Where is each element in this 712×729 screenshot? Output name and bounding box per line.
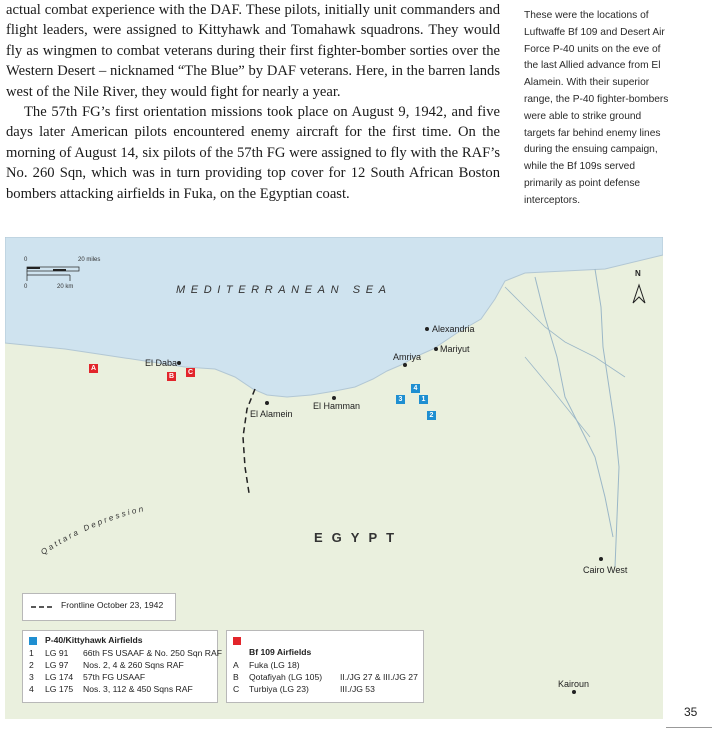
frontline — [243, 389, 255, 493]
frontline-legend — [22, 593, 176, 621]
alexandria-dot — [425, 327, 429, 331]
bf109-row-c-letter: C — [233, 684, 240, 694]
airfield-marker-b: B — [168, 373, 175, 380]
scale-zero-bottom: 0 — [24, 284, 28, 290]
map-caption: These were the locations of Luftwaffe Bf 109 and Desert Air Force P-40 units on the eve of the last Allied advance from El Alamein. With their superior range, the P-40 fighter-bombers were able to strike ground targets far behind enemy lines during the ensuing campaign, while the Bf 109s served primarily as point defense interceptors. — [524, 10, 669, 206]
p40-row-1-lg: LG 91 — [45, 648, 69, 658]
bf109-legend-title: Bf 109 Airfields — [249, 647, 312, 657]
north-arrow-icon — [633, 285, 645, 303]
p40-row-4-lg: LG 175 — [45, 684, 74, 694]
canal-line-2 — [525, 357, 590, 437]
body-text — [6, 0, 500, 204]
p40-legend-title: P-40/Kittyhawk Airfields — [45, 635, 143, 645]
airfield-marker-c: C — [187, 369, 194, 376]
map — [5, 237, 663, 719]
bf109-row-a-name: Fuka (LG 18) — [249, 660, 300, 670]
place-alexandria: Alexandria — [432, 324, 475, 334]
airfield-marker-2: 2 — [427, 411, 436, 420]
body-paragraph-2: The 57th FG’s first orientation missions took place on August 9, 1942, and five days later American pilots encountered enemy aircraft for the first time. On the morning of August 14, six pilots of the 57th FG were assigned to fly with the RAF’s No. 260 Sqn, which was in turn providing top cover for 12 South African Boston bombers attacking airfields in Fuka, on the Egyptian coast. — [6, 104, 500, 202]
scale-miles: 20 miles — [78, 257, 101, 263]
bf109-legend-swatch — [233, 637, 241, 645]
bf109-row-b-name: Qotafiyah (LG 105) — [249, 672, 323, 682]
bf109-row-c-name: Turbiya (LG 23) — [249, 684, 309, 694]
el-hamman-dot — [332, 396, 336, 400]
page-number: 35 — [684, 705, 698, 719]
p40-row-2-units: Nos. 2, 4 & 260 Sqns RAF — [83, 660, 184, 670]
place-el-daba: El Daba — [145, 358, 178, 368]
bf109-row-c-units: III./JG 53 — [340, 684, 375, 694]
p40-row-3-lg: LG 174 — [45, 672, 74, 682]
el-alamein-dot — [265, 401, 269, 405]
p40-row-1-units: 66th FS USAAF & No. 250 Sqn RAF — [83, 648, 222, 658]
frontline-legend-swatch — [31, 604, 55, 610]
north-label: N — [635, 269, 641, 278]
p40-row-3-num: 3 — [29, 672, 34, 682]
p40-row-1-num: 1 — [29, 648, 34, 658]
airfield-marker-4: 4 — [411, 384, 420, 393]
place-el-hamman: El Hamman — [313, 401, 361, 411]
airfield-marker-3: 3 — [396, 395, 405, 404]
p40-row-2-lg: LG 97 — [45, 660, 69, 670]
p40-row-2-num: 2 — [29, 660, 34, 670]
mediterranean-sea-area — [5, 237, 663, 397]
place-kairoun: Kairoun — [558, 679, 590, 689]
mariyut-dot — [434, 347, 438, 351]
el-daba-dot — [177, 361, 181, 365]
bf109-legend — [226, 630, 424, 703]
canal-line — [505, 287, 625, 377]
amriya-dot — [403, 363, 407, 367]
airfield-marker-a: A — [90, 365, 97, 372]
place-amriya: Amriya — [393, 352, 422, 362]
bf109-row-b-letter: B — [233, 672, 239, 682]
airfield-marker-1: 1 — [419, 395, 428, 404]
p40-row-4-num: 4 — [29, 684, 34, 694]
p40-row-3-units: 57th FG USAAF — [83, 672, 146, 682]
cairo-west-dot — [599, 557, 603, 561]
bf109-row-b-units: II./JG 27 & III./JG 27 — [340, 672, 418, 682]
scale-km: 20 km — [57, 284, 74, 290]
qattara-depression-label: Qattara Depression — [39, 503, 147, 557]
bf109-row-a-letter: A — [233, 660, 239, 670]
place-mariyut: Mariyut — [440, 344, 470, 354]
footer-rule — [666, 727, 712, 728]
body-paragraph-1: actual combat experience with the DAF. These pilots, initially unit commanders and flight leaders, were assigned to Kittyhawk and Tomahawk squadrons. They would fly as wingmen to combat veterans during their first fighter-bomber sorties over the Western Desert – nicknamed “The Blue” by DAF veterans. Here, in the barren lands west of the Nile River, they would fight for nearly a year. — [6, 2, 500, 100]
p40-row-4-units: Nos. 3, 112 & 450 Sqns RAF — [83, 684, 193, 694]
sea-label: MEDITERRANEAN SEA — [176, 284, 392, 296]
kairoun-dot — [572, 690, 576, 694]
scale-zero-top: 0 — [24, 257, 28, 263]
country-label: EGYPT — [314, 530, 404, 545]
nile-branch-east — [595, 269, 619, 567]
place-cairo-west: Cairo West — [583, 565, 628, 575]
frontline-legend-label: Frontline October 23, 1942 — [61, 600, 164, 610]
p40-legend-swatch — [29, 637, 37, 645]
p40-legend — [22, 630, 222, 703]
place-el-alamein: El Alamein — [250, 409, 293, 419]
